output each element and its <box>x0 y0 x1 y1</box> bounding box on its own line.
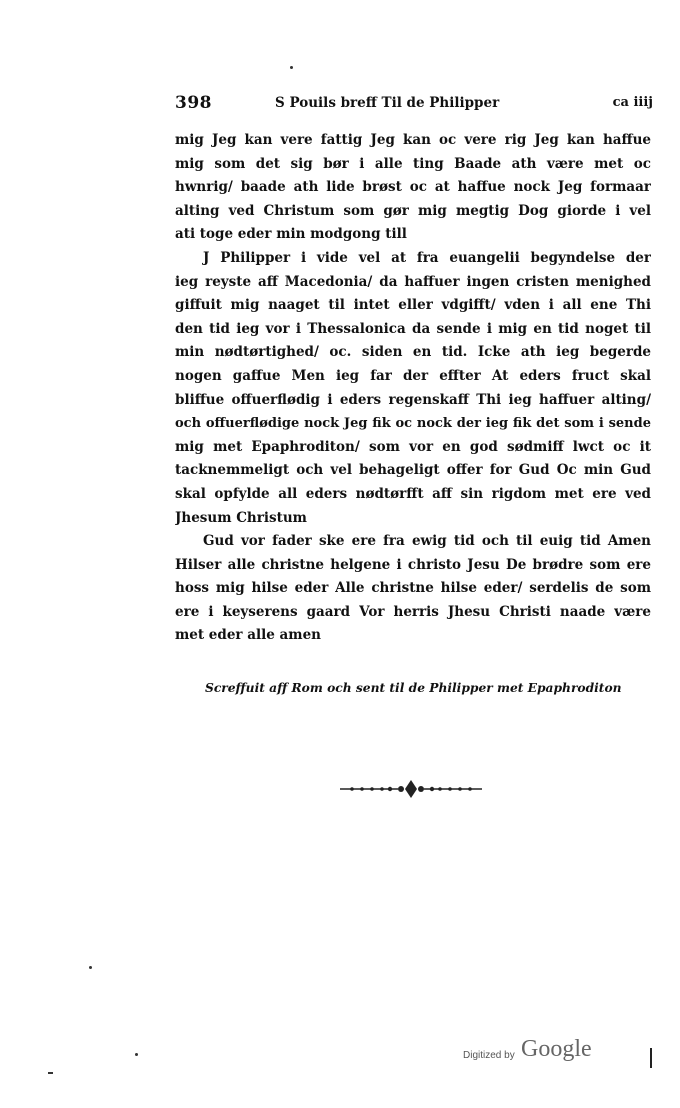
body-line: mig met Epaphroditon/ som vor en god sødmiff lwct oc it <box>175 438 651 455</box>
paper-speck <box>89 966 92 969</box>
body-line: nogen gaffue Men ieg far der effter At eders fruct skal <box>175 367 651 384</box>
running-title: S Pouils breff Til de Philipper <box>275 95 500 111</box>
watermark-prefix: Digitized by <box>463 1050 515 1061</box>
body-line: Gud vor fader ske ere fra ewig tid och til euig tid Amen <box>203 533 651 550</box>
page-header <box>175 93 653 115</box>
digitized-by-google-watermark <box>463 1036 633 1072</box>
body-line: met eder alle amen <box>175 627 321 644</box>
body-line: och offuerflødige nock Jeg fik oc nock der ieg fik det som i sende <box>175 416 651 432</box>
body-text <box>175 129 651 648</box>
body-line: Hilser alle christne helgene i christo Jesu De brødre som ere <box>175 556 651 573</box>
body-line: min nødtørtighed/ oc. siden en tid. Icke ath ieg begerde <box>175 344 651 361</box>
body-line: mig Jeg kan vere fattig Jeg kan oc vere rig Jeg kan haffue <box>175 132 651 148</box>
body-line: Jhesum Christum <box>175 509 307 526</box>
body-line: giffuit mig naaget til intet eller vdgifft/ vden i all ene Thi <box>175 297 651 314</box>
paper-speck <box>290 66 293 69</box>
page-number: 398 <box>175 93 212 113</box>
paper-speck <box>48 1072 53 1074</box>
printer-ornament-icon <box>340 778 482 800</box>
signature-mark: ca iiij <box>612 95 653 110</box>
body-line: ere i keyserens gaard Vor herris Jhesu Christi naade være <box>175 603 651 620</box>
body-line: bliffue offuerflødig i eders regenskaff Thi ieg haffuer alting/ <box>175 391 651 408</box>
body-line: J Philipper i vide vel at fra euangelii begyndelse der <box>203 249 651 266</box>
body-line: hwnrig/ baade ath lide brøst oc at haffue nock Jeg formaar <box>175 179 651 196</box>
body-line: hoss mig hilse eder Alle christne hilse eder/ serdelis de som <box>175 580 651 597</box>
body-line: alting ved Christum som gør mig megtig Dog giorde i vel <box>175 202 651 219</box>
paper-speck <box>135 1053 138 1056</box>
body-line: mig som det sig bør i alle ting Baade ath være met oc <box>175 155 651 172</box>
colophon: Screffuit aff Rom och sent til de Philipper met Epaphroditon <box>205 680 622 695</box>
body-line: skal opfylde all eders nødtørfft aff sin rigdom met ere ved <box>175 485 651 502</box>
body-line: den tid ieg vor i Thessalonica da sende i mig en tid noget til <box>175 320 651 337</box>
body-line: ieg reyste aff Macedonia/ da haffuer ingen cristen menighed <box>175 273 651 290</box>
body-line: tacknemmeligt och vel behageligt offer for Gud Oc min Gud <box>175 462 651 479</box>
body-line: ati toge eder min modgong till <box>175 226 407 243</box>
google-logo: Google <box>521 1036 592 1062</box>
margin-mark <box>650 1048 652 1068</box>
